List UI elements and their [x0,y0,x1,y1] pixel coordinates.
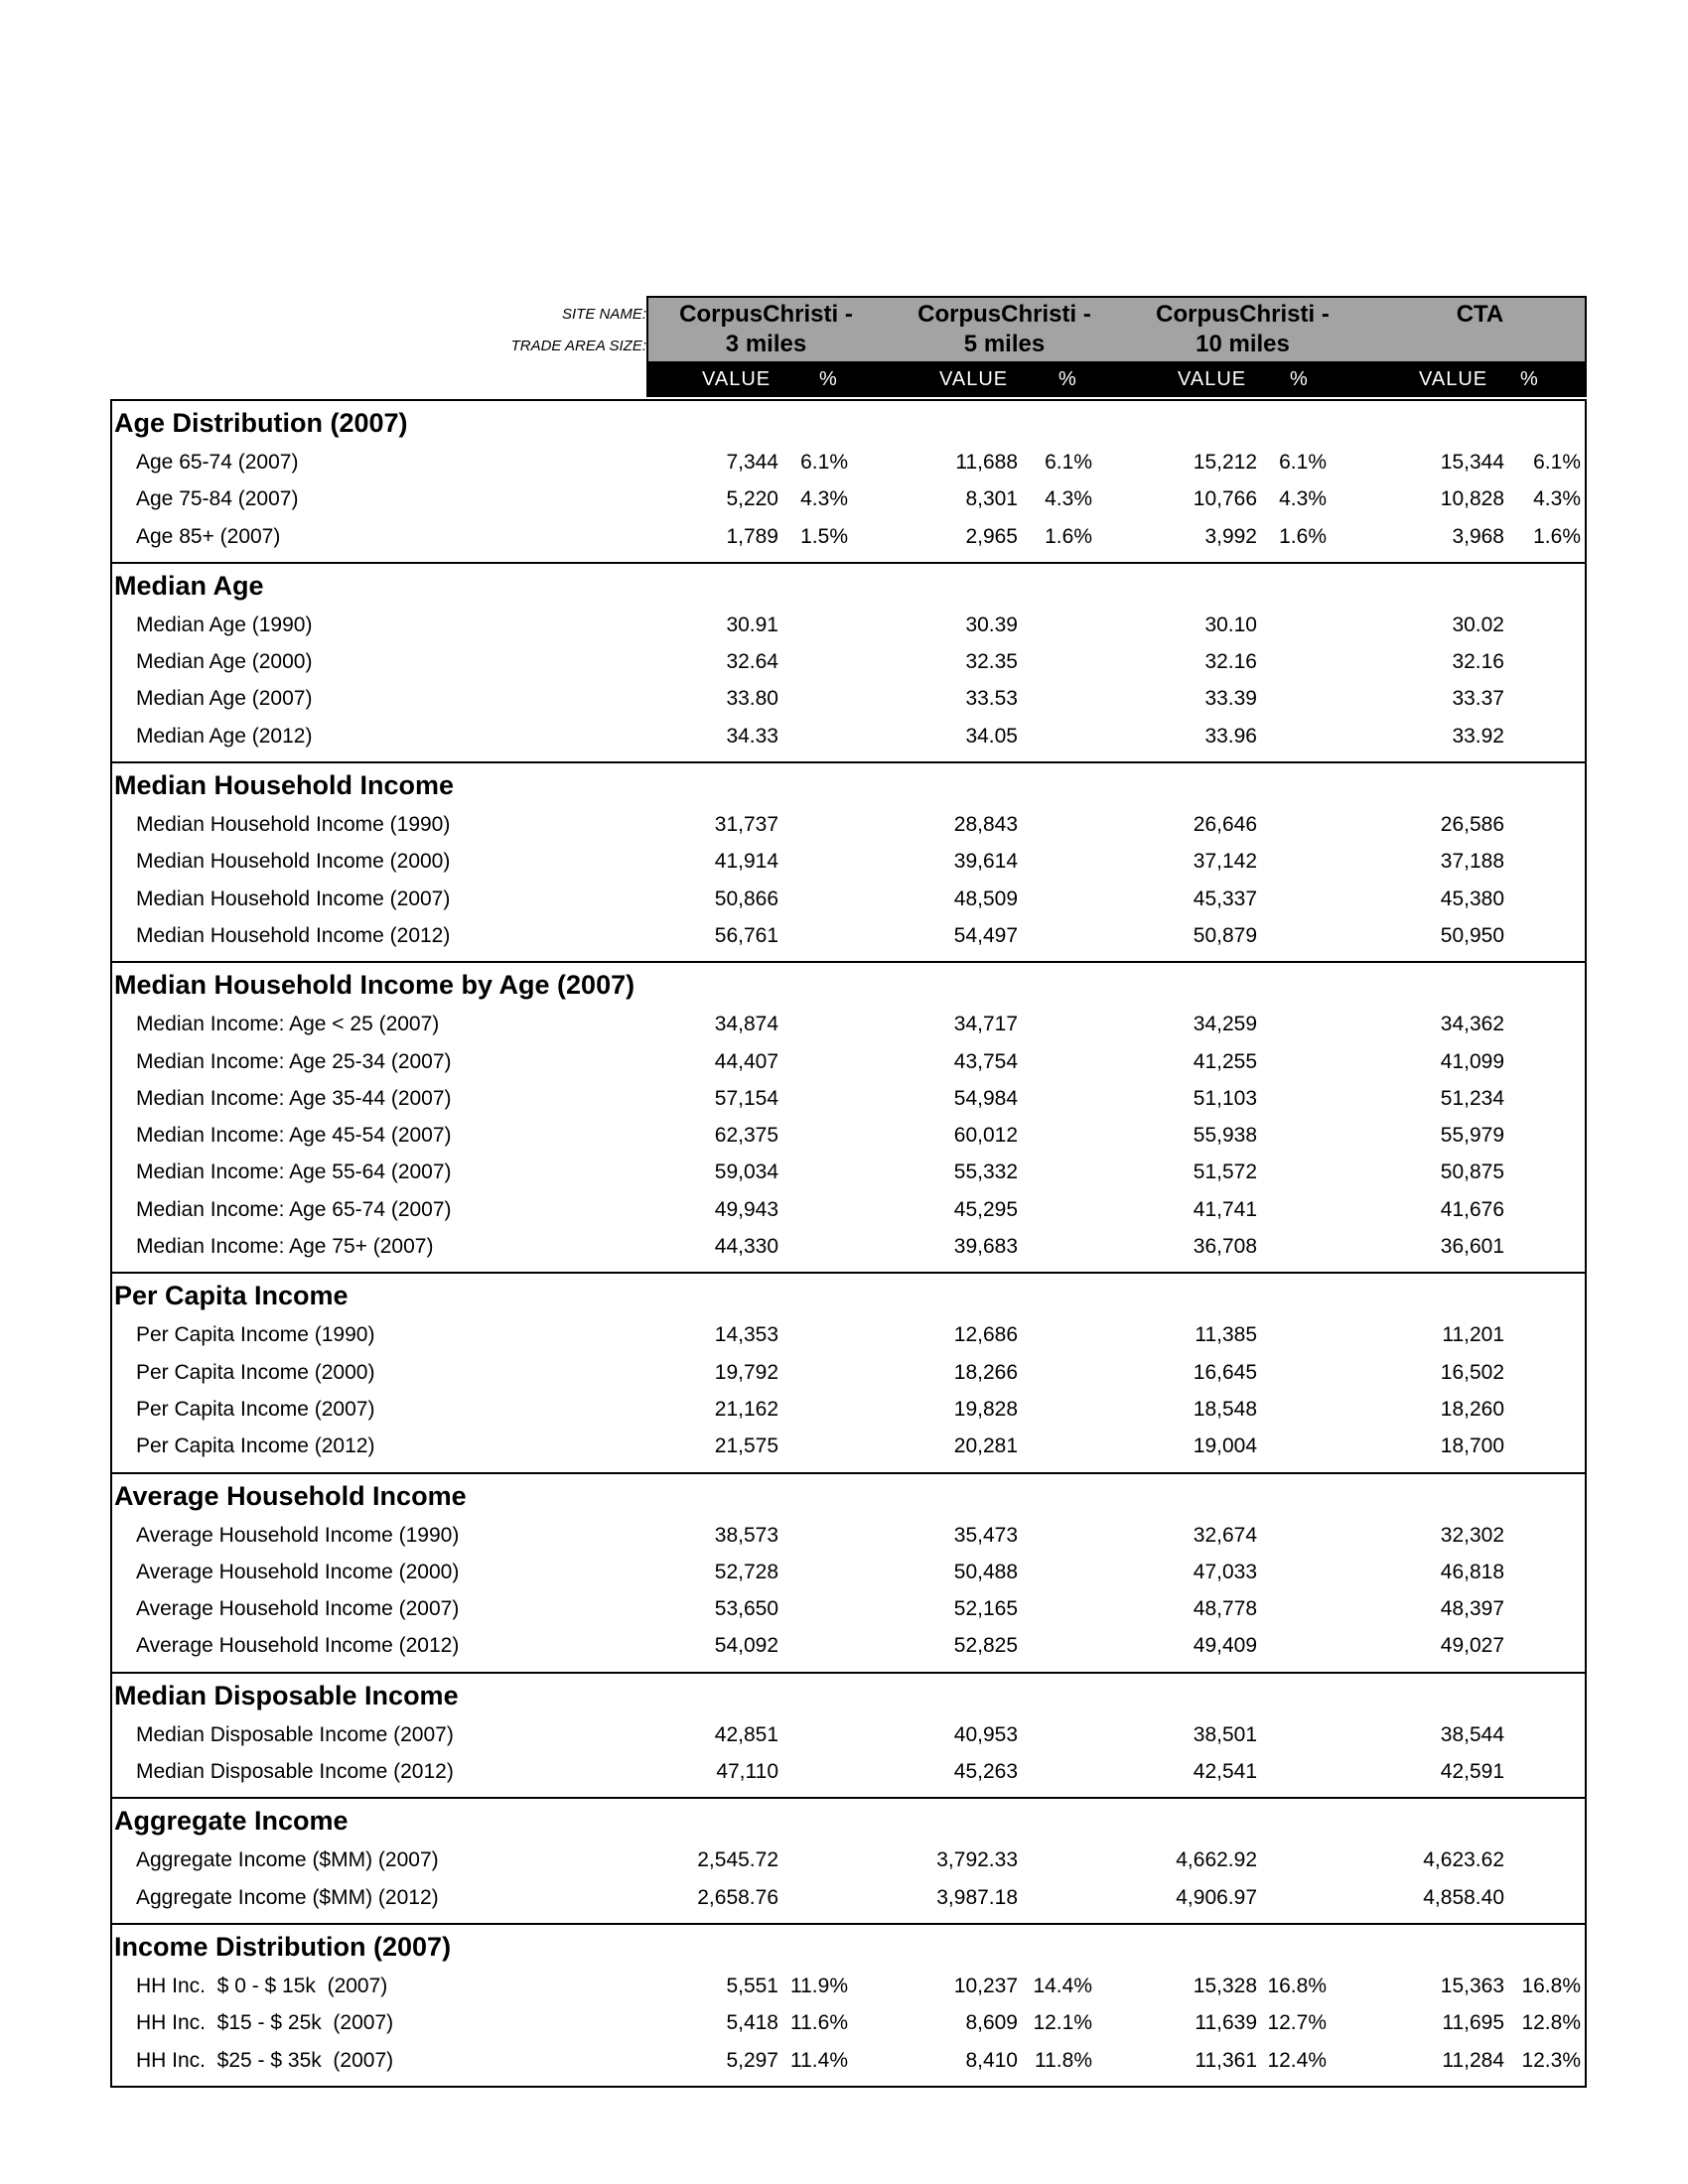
value-cell: 50,875 [1440,1160,1504,1184]
value-cell: 60,012 [953,1124,1018,1148]
table-row [112,1390,1585,1427]
value-cell: 54,984 [953,1086,1018,1110]
value-cell: 21,162 [714,1397,778,1421]
report-section [112,401,1585,562]
value-cell: 45,295 [953,1197,1018,1221]
percent-cell: 6.1% [1533,451,1581,474]
section-title: Median Household Income [114,770,455,801]
percent-cell: 12.3% [1521,2048,1581,2072]
percent-cell: 12.4% [1267,2048,1327,2072]
table-row [112,443,1585,479]
site-name: CorpusChristi - [679,301,853,328]
value-cell: 5,551 [726,1974,778,1997]
section-title: Age Distribution (2007) [114,408,408,438]
value-cell: 3,987.18 [936,1885,1018,1909]
table-row [112,717,1585,753]
value-cell: 4,662.92 [1176,1848,1257,1872]
value-cell: 20,281 [953,1434,1018,1458]
table-row [112,1227,1585,1264]
report-section [112,1923,1585,2086]
value-cell: 50,879 [1193,923,1257,947]
value-cell: 11,284 [1442,2048,1504,2072]
trade-area-size: 10 miles [1196,331,1290,357]
value-cell: 32.35 [965,650,1018,674]
report-section [112,1472,1585,1672]
value-cell: 39,683 [953,1235,1018,1259]
value-cell: 16,645 [1193,1360,1257,1384]
value-cell: 19,004 [1193,1434,1257,1458]
table-row [112,805,1585,842]
value-cell: 45,337 [1193,887,1257,910]
value-cell: 2,545.72 [697,1848,778,1872]
row-label: Per Capita Income (2012) [136,1434,375,1458]
percent-cell: 14.4% [1033,1974,1092,1997]
percent-cell: 16.8% [1267,1974,1327,1997]
value-cell: 30.39 [965,613,1018,636]
value-cell: 38,544 [1440,1722,1504,1746]
row-label: Average Household Income (1990) [136,1523,460,1547]
table-row [112,679,1585,716]
value-cell: 30.02 [1452,613,1504,636]
percent-cell: 1.5% [800,524,848,548]
value-cell: 26,586 [1440,813,1504,837]
percent-header: % [1520,368,1539,390]
row-label: Median Household Income (2007) [136,887,451,910]
percent-cell: 11.6% [790,2011,848,2035]
table-row [112,916,1585,953]
value-cell: 11,688 [955,451,1018,474]
row-label: Average Household Income (2000) [136,1560,460,1583]
row-label: HH Inc. $25 - $ 35k (2007) [136,2048,394,2072]
value-cell: 37,142 [1193,850,1257,874]
value-cell: 8,410 [965,2048,1018,2072]
percent-header: % [819,368,838,390]
percent-cell: 1.6% [1533,524,1581,548]
row-label: Median Income: Age 75+ (2007) [136,1235,434,1259]
value-cell: 43,754 [953,1049,1018,1073]
value-cell: 51,234 [1440,1086,1504,1110]
value-cell: 34,259 [1193,1013,1257,1036]
trade-area-size: 5 miles [963,331,1046,357]
section-title: Median Disposable Income [114,1680,459,1710]
value-cell: 33.80 [726,687,778,711]
value-cell: 41,099 [1440,1049,1504,1073]
table-row [112,606,1585,642]
report-header [110,296,1587,399]
percent-header: % [1290,368,1309,390]
percent-cell: 11.8% [1035,2048,1092,2072]
value-cell: 30.91 [726,613,778,636]
row-label: Age 65-74 (2007) [136,451,299,474]
value-cell: 15,212 [1193,451,1257,474]
value-header: VALUE [1419,368,1488,390]
trade-area-size-label: TRADE AREA SIZE: [510,338,646,354]
table-row [112,2041,1585,2078]
site-header-band [646,296,1587,361]
value-cell: 42,591 [1440,1760,1504,1784]
value-cell: 15,344 [1440,451,1504,474]
value-cell: 5,220 [726,487,778,511]
value-cell: 33.92 [1452,724,1504,748]
value-cell: 33.39 [1204,687,1257,711]
table-row [112,1878,1585,1915]
report-section [112,1672,1585,1798]
value-cell: 39,614 [953,850,1018,874]
percent-cell: 1.6% [1279,524,1327,548]
row-label: Aggregate Income ($MM) (2012) [136,1885,439,1909]
demographics-report [110,296,1587,2088]
value-cell: 34.33 [726,724,778,748]
value-cell: 35,473 [953,1523,1018,1547]
percent-header: % [1058,368,1077,390]
value-cell: 18,266 [953,1360,1018,1384]
percent-cell: 4.3% [1045,487,1092,511]
table-row [112,1516,1585,1553]
value-cell: 4,623.62 [1423,1848,1504,1872]
value-cell: 42,541 [1193,1760,1257,1784]
section-title: Median Household Income by Age (2007) [114,970,635,1001]
report-table [110,399,1587,2088]
site-name: CTA [1456,301,1504,328]
value-cell: 36,708 [1193,1235,1257,1259]
value-cell: 33.37 [1452,687,1504,711]
value-cell: 2,658.76 [697,1885,778,1909]
value-cell: 36,601 [1440,1235,1504,1259]
value-cell: 10,828 [1440,487,1504,511]
value-cell: 31,737 [714,813,778,837]
value-cell: 38,501 [1193,1722,1257,1746]
value-cell: 54,497 [953,923,1018,947]
row-label: Median Age (1990) [136,613,313,636]
value-cell: 3,792.33 [936,1848,1018,1872]
row-label: Per Capita Income (2000) [136,1360,375,1384]
percent-cell: 16.8% [1521,1974,1581,1997]
value-header: VALUE [702,368,772,390]
value-cell: 5,418 [726,2011,778,2035]
row-label: HH Inc. $ 0 - $ 15k (2007) [136,1974,388,1997]
table-row [112,1626,1585,1663]
value-cell: 41,255 [1193,1049,1257,1073]
table-row [112,1752,1585,1789]
value-cell: 16,502 [1440,1360,1504,1384]
value-cell: 18,548 [1193,1397,1257,1421]
value-cell: 11,361 [1195,2048,1257,2072]
value-cell: 3,968 [1452,524,1504,548]
table-row [112,1116,1585,1153]
section-title: Aggregate Income [114,1806,349,1837]
row-label: Median Income: Age 35-44 (2007) [136,1086,452,1110]
value-cell: 15,363 [1440,1974,1504,1997]
value-cell: 51,572 [1193,1160,1257,1184]
value-cell: 19,792 [714,1360,778,1384]
percent-cell: 4.3% [1533,487,1581,511]
row-label: Average Household Income (2007) [136,1597,460,1621]
value-cell: 45,263 [953,1760,1018,1784]
value-cell: 11,385 [1195,1323,1257,1347]
table-row [112,1715,1585,1752]
percent-cell: 1.6% [1045,524,1092,548]
value-cell: 28,843 [953,813,1018,837]
section-title: Per Capita Income [114,1281,349,1311]
row-label: Median Disposable Income (2007) [136,1722,454,1746]
row-label: Median Income: Age 65-74 (2007) [136,1197,452,1221]
value-cell: 48,397 [1440,1597,1504,1621]
value-cell: 10,237 [953,1974,1018,1997]
trade-area-size: 3 miles [725,331,807,357]
row-label: Per Capita Income (2007) [136,1397,375,1421]
value-cell: 49,943 [714,1197,778,1221]
table-row [112,1042,1585,1079]
value-cell: 37,188 [1440,850,1504,874]
value-cell: 41,741 [1193,1197,1257,1221]
value-cell: 11,695 [1442,2011,1504,2035]
value-cell: 4,858.40 [1423,1885,1504,1909]
value-cell: 50,950 [1440,923,1504,947]
value-cell: 55,979 [1440,1124,1504,1148]
value-cell: 5,297 [726,2048,778,2072]
value-cell: 41,676 [1440,1197,1504,1221]
section-title: Median Age [114,570,264,601]
value-cell: 32.64 [726,650,778,674]
value-cell: 3,992 [1204,524,1257,548]
table-row [112,1153,1585,1189]
report-section [112,562,1585,761]
report-section [112,761,1585,961]
value-cell: 41,914 [714,850,778,874]
value-cell: 44,330 [714,1235,778,1259]
column-header-band [646,361,1587,397]
value-cell: 32.16 [1204,650,1257,674]
value-cell: 56,761 [714,923,778,947]
table-row [112,1841,1585,1877]
row-label: Median Income: Age 45-54 (2007) [136,1124,452,1148]
row-label: Median Household Income (1990) [136,813,451,837]
site-name: CorpusChristi - [917,301,1091,328]
site-column-3 [1125,300,1360,359]
value-cell: 18,260 [1440,1397,1504,1421]
value-cell: 47,033 [1193,1560,1257,1583]
row-label: Median Household Income (2000) [136,850,451,874]
report-section [112,961,1585,1272]
value-cell: 11,201 [1442,1323,1504,1347]
value-cell: 21,575 [714,1434,778,1458]
percent-cell: 12.8% [1521,2011,1581,2035]
value-cell: 50,866 [714,887,778,910]
value-cell: 2,965 [965,524,1018,548]
value-cell: 1,789 [726,524,778,548]
value-cell: 14,353 [714,1323,778,1347]
row-label: Median Income: Age 25-34 (2007) [136,1049,452,1073]
row-label: Average Household Income (2012) [136,1634,460,1658]
section-title: Average Household Income [114,1480,467,1511]
value-cell: 49,409 [1193,1634,1257,1658]
value-cell: 53,650 [714,1597,778,1621]
row-label: Median Age (2000) [136,650,313,674]
table-row [112,1005,1585,1041]
value-cell: 52,165 [953,1597,1018,1621]
value-cell: 62,375 [714,1124,778,1148]
value-cell: 32,674 [1193,1523,1257,1547]
value-cell: 55,332 [953,1160,1018,1184]
value-cell: 50,488 [953,1560,1018,1583]
value-header: VALUE [1178,368,1247,390]
site-column-1 [648,300,884,359]
percent-cell: 6.1% [1045,451,1092,474]
value-cell: 52,728 [714,1560,778,1583]
value-cell: 49,027 [1440,1634,1504,1658]
value-cell: 34.05 [965,724,1018,748]
table-row [112,2003,1585,2040]
value-cell: 46,818 [1440,1560,1504,1583]
value-cell: 33.53 [965,687,1018,711]
value-header: VALUE [939,368,1009,390]
site-column-2 [887,300,1122,359]
value-cell: 30.10 [1204,613,1257,636]
table-row [112,642,1585,679]
value-cell: 51,103 [1193,1086,1257,1110]
value-cell: 19,828 [953,1397,1018,1421]
table-row [112,1079,1585,1116]
value-cell: 34,874 [714,1013,778,1036]
header-labels [110,296,646,367]
percent-cell: 6.1% [1279,451,1327,474]
table-row [112,479,1585,516]
value-cell: 59,034 [714,1160,778,1184]
value-cell: 34,362 [1440,1013,1504,1036]
row-label: Age 85+ (2007) [136,524,281,548]
table-row [112,1589,1585,1626]
site-name: CorpusChristi - [1156,301,1330,328]
value-cell: 48,509 [953,887,1018,910]
row-label: Median Household Income (2012) [136,923,451,947]
value-cell: 32.16 [1452,650,1504,674]
value-cell: 10,766 [1193,487,1257,511]
row-label: Median Income: Age < 25 (2007) [136,1013,440,1036]
value-cell: 34,717 [953,1013,1018,1036]
value-cell: 32,302 [1440,1523,1504,1547]
value-cell: 54,092 [714,1634,778,1658]
row-label: Median Age (2012) [136,724,313,748]
value-cell: 11,639 [1195,2011,1257,2035]
section-title: Income Distribution (2007) [114,1931,452,1962]
table-row [112,1427,1585,1463]
percent-cell: 4.3% [1279,487,1327,511]
report-section [112,1272,1585,1471]
percent-cell: 11.9% [790,1974,848,1997]
row-label: Age 75-84 (2007) [136,487,299,511]
table-row [112,1190,1585,1227]
value-cell: 40,953 [953,1722,1018,1746]
site-column-4 [1362,300,1598,330]
value-cell: 57,154 [714,1086,778,1110]
value-cell: 4,906.97 [1176,1885,1257,1909]
value-cell: 12,686 [953,1323,1018,1347]
value-cell: 45,380 [1440,887,1504,910]
percent-cell: 6.1% [800,451,848,474]
percent-cell: 4.3% [800,487,848,511]
table-row [112,517,1585,554]
table-row [112,880,1585,916]
value-cell: 8,301 [965,487,1018,511]
percent-cell: 11.4% [790,2048,848,2072]
row-label: Per Capita Income (1990) [136,1323,375,1347]
row-label: Aggregate Income ($MM) (2007) [136,1848,439,1872]
percent-cell: 12.7% [1267,2011,1327,2035]
value-cell: 33.96 [1204,724,1257,748]
value-cell: 8,609 [965,2011,1018,2035]
row-label: Median Disposable Income (2012) [136,1760,454,1784]
value-cell: 48,778 [1193,1597,1257,1621]
row-label: Median Age (2007) [136,687,313,711]
table-row [112,842,1585,879]
value-cell: 47,110 [716,1760,778,1784]
row-label: Median Income: Age 55-64 (2007) [136,1160,452,1184]
percent-cell: 12.1% [1033,2011,1092,2035]
value-cell: 52,825 [953,1634,1018,1658]
value-cell: 44,407 [714,1049,778,1073]
table-row [112,1315,1585,1352]
value-cell: 26,646 [1193,813,1257,837]
row-label: HH Inc. $15 - $ 25k (2007) [136,2011,394,2035]
value-cell: 15,328 [1193,1974,1257,1997]
table-row [112,1967,1585,2003]
table-row [112,1553,1585,1589]
value-cell: 18,700 [1440,1434,1504,1458]
value-cell: 55,938 [1193,1124,1257,1148]
report-section [112,1797,1585,1923]
value-cell: 7,344 [726,451,778,474]
value-cell: 42,851 [714,1722,778,1746]
table-row [112,1353,1585,1390]
site-name-label: SITE NAME: [561,306,646,323]
value-cell: 38,573 [714,1523,778,1547]
